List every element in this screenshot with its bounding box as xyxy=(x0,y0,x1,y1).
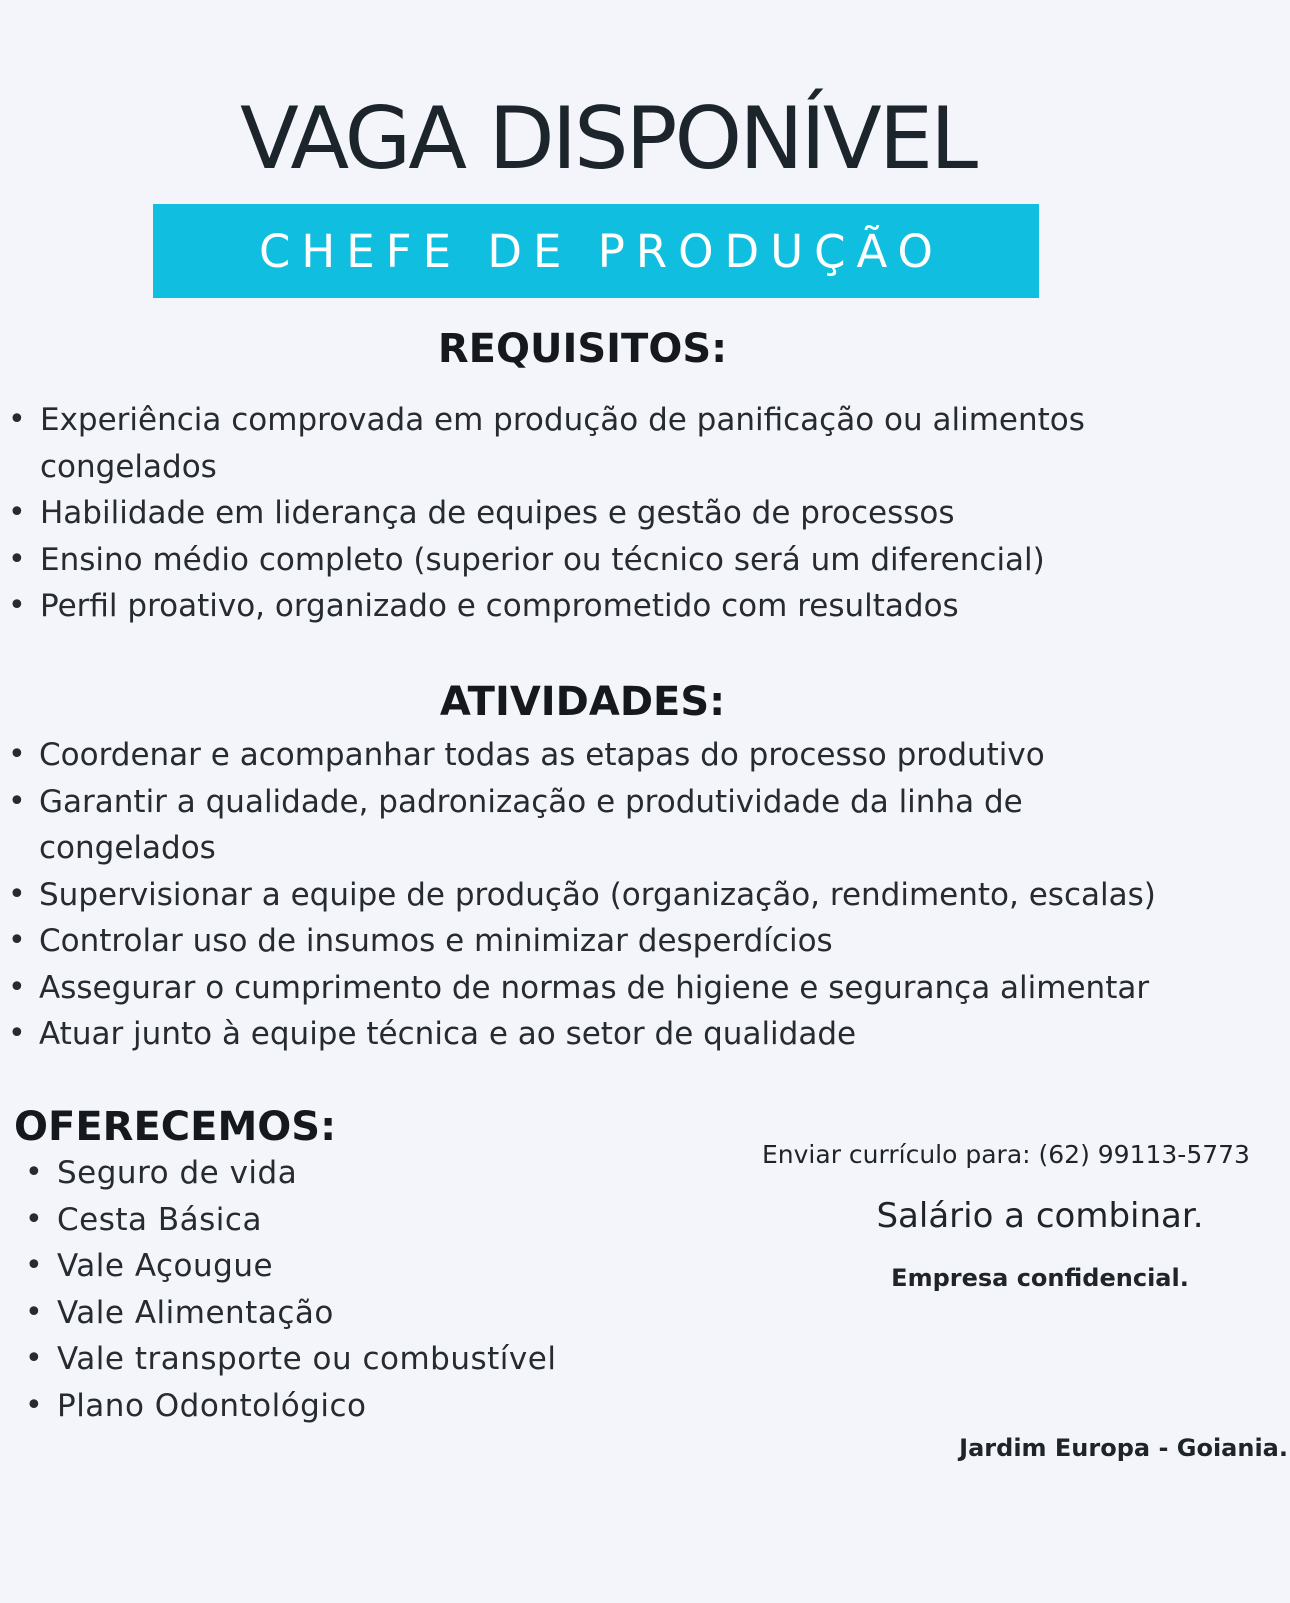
list-item xyxy=(8,397,1260,444)
list-item xyxy=(8,872,1279,919)
bullet-icon: • xyxy=(8,923,26,958)
list-item-text: congelados xyxy=(40,448,217,485)
list-item xyxy=(25,1383,697,1430)
list-item-text: Plano Odontológico xyxy=(57,1387,367,1424)
bullet-icon: • xyxy=(25,1341,44,1376)
list-item-text: Controlar uso de insumos e minimizar desperdícios xyxy=(39,923,833,959)
activities-list xyxy=(8,732,1279,1058)
job-title: VAGA DISPONÍVEL xyxy=(240,89,975,189)
list-item-continuation xyxy=(39,825,1279,872)
list-item-text: Ensino médio completo (superior ou técnico será um diferencial) xyxy=(40,541,1045,578)
list-item-text: Vale Açougue xyxy=(57,1248,274,1284)
list-item-text: Vale transporte ou combustível xyxy=(57,1341,557,1377)
list-item xyxy=(8,732,1279,779)
bullet-icon: • xyxy=(25,1248,44,1283)
bullet-icon: • xyxy=(8,783,26,819)
list-item xyxy=(8,490,1260,537)
bullet-icon: • xyxy=(25,1387,44,1423)
location-info: Jardim Europa - Goiania. xyxy=(959,1434,1288,1462)
bullet-icon: • xyxy=(25,1201,44,1237)
bullet-icon: • xyxy=(8,541,26,577)
benefits-heading: OFERECEMOS: xyxy=(14,1104,337,1150)
bullet-icon: • xyxy=(8,737,26,772)
bullet-icon: • xyxy=(8,402,26,437)
list-item-text: Assegurar o cumprimento de normas de higiene e segurança alimentar xyxy=(39,969,1150,1006)
list-item xyxy=(8,583,1260,630)
bullet-icon: • xyxy=(8,969,26,1005)
requirements-heading: REQUISITOS: xyxy=(437,326,728,372)
bullet-icon: • xyxy=(8,1016,26,1051)
activities-heading: ATIVIDADES: xyxy=(439,679,726,725)
bullet-icon: • xyxy=(25,1294,44,1330)
list-item xyxy=(8,537,1260,584)
list-item xyxy=(8,779,1279,826)
list-item-text: Coordenar e acompanhar todas as etapas do processo produtivo xyxy=(39,737,1045,773)
list-item xyxy=(8,1011,1279,1058)
list-item-text: Seguro de vida xyxy=(57,1155,298,1191)
list-item-text: Atuar junto à equipe técnica e ao setor de qualidade xyxy=(39,1016,857,1052)
list-item xyxy=(8,965,1279,1012)
list-item xyxy=(8,918,1279,965)
list-item-text: congelados xyxy=(39,830,216,866)
position-name: CHEFE DE PRODUÇÃO xyxy=(259,224,944,278)
list-item xyxy=(25,1150,697,1197)
position-banner xyxy=(153,204,1039,298)
list-item-text: Vale Alimentação xyxy=(57,1294,334,1331)
bullet-icon: • xyxy=(8,876,26,912)
bullet-icon: • xyxy=(8,495,26,530)
list-item xyxy=(25,1290,697,1337)
list-item xyxy=(25,1336,697,1383)
salary-info: Salário a combinar. xyxy=(876,1196,1204,1236)
list-item-text: Supervisionar a equipe de produção (organização, rendimento, escalas) xyxy=(39,876,1156,913)
list-item-text: Cesta Básica xyxy=(57,1201,262,1238)
list-item-text: Habilidade em liderança de equipes e gestão de processos xyxy=(40,495,955,531)
list-item-text: Perfil proativo, organizado e comprometido com resultados xyxy=(40,588,959,624)
list-item-text: Experiência comprovada em produção de panificação ou alimentos xyxy=(40,402,1085,438)
bullet-icon: • xyxy=(8,588,26,623)
send-resume-contact: Enviar currículo para: (62) 99113-5773 xyxy=(762,1140,1250,1169)
bullet-icon: • xyxy=(25,1155,44,1190)
company-info: Empresa confidencial. xyxy=(891,1264,1189,1292)
list-item-text: Garantir a qualidade, padronização e produtividade da linha de xyxy=(39,783,1023,820)
requirements-list xyxy=(8,397,1260,630)
list-item-continuation xyxy=(40,444,1260,491)
